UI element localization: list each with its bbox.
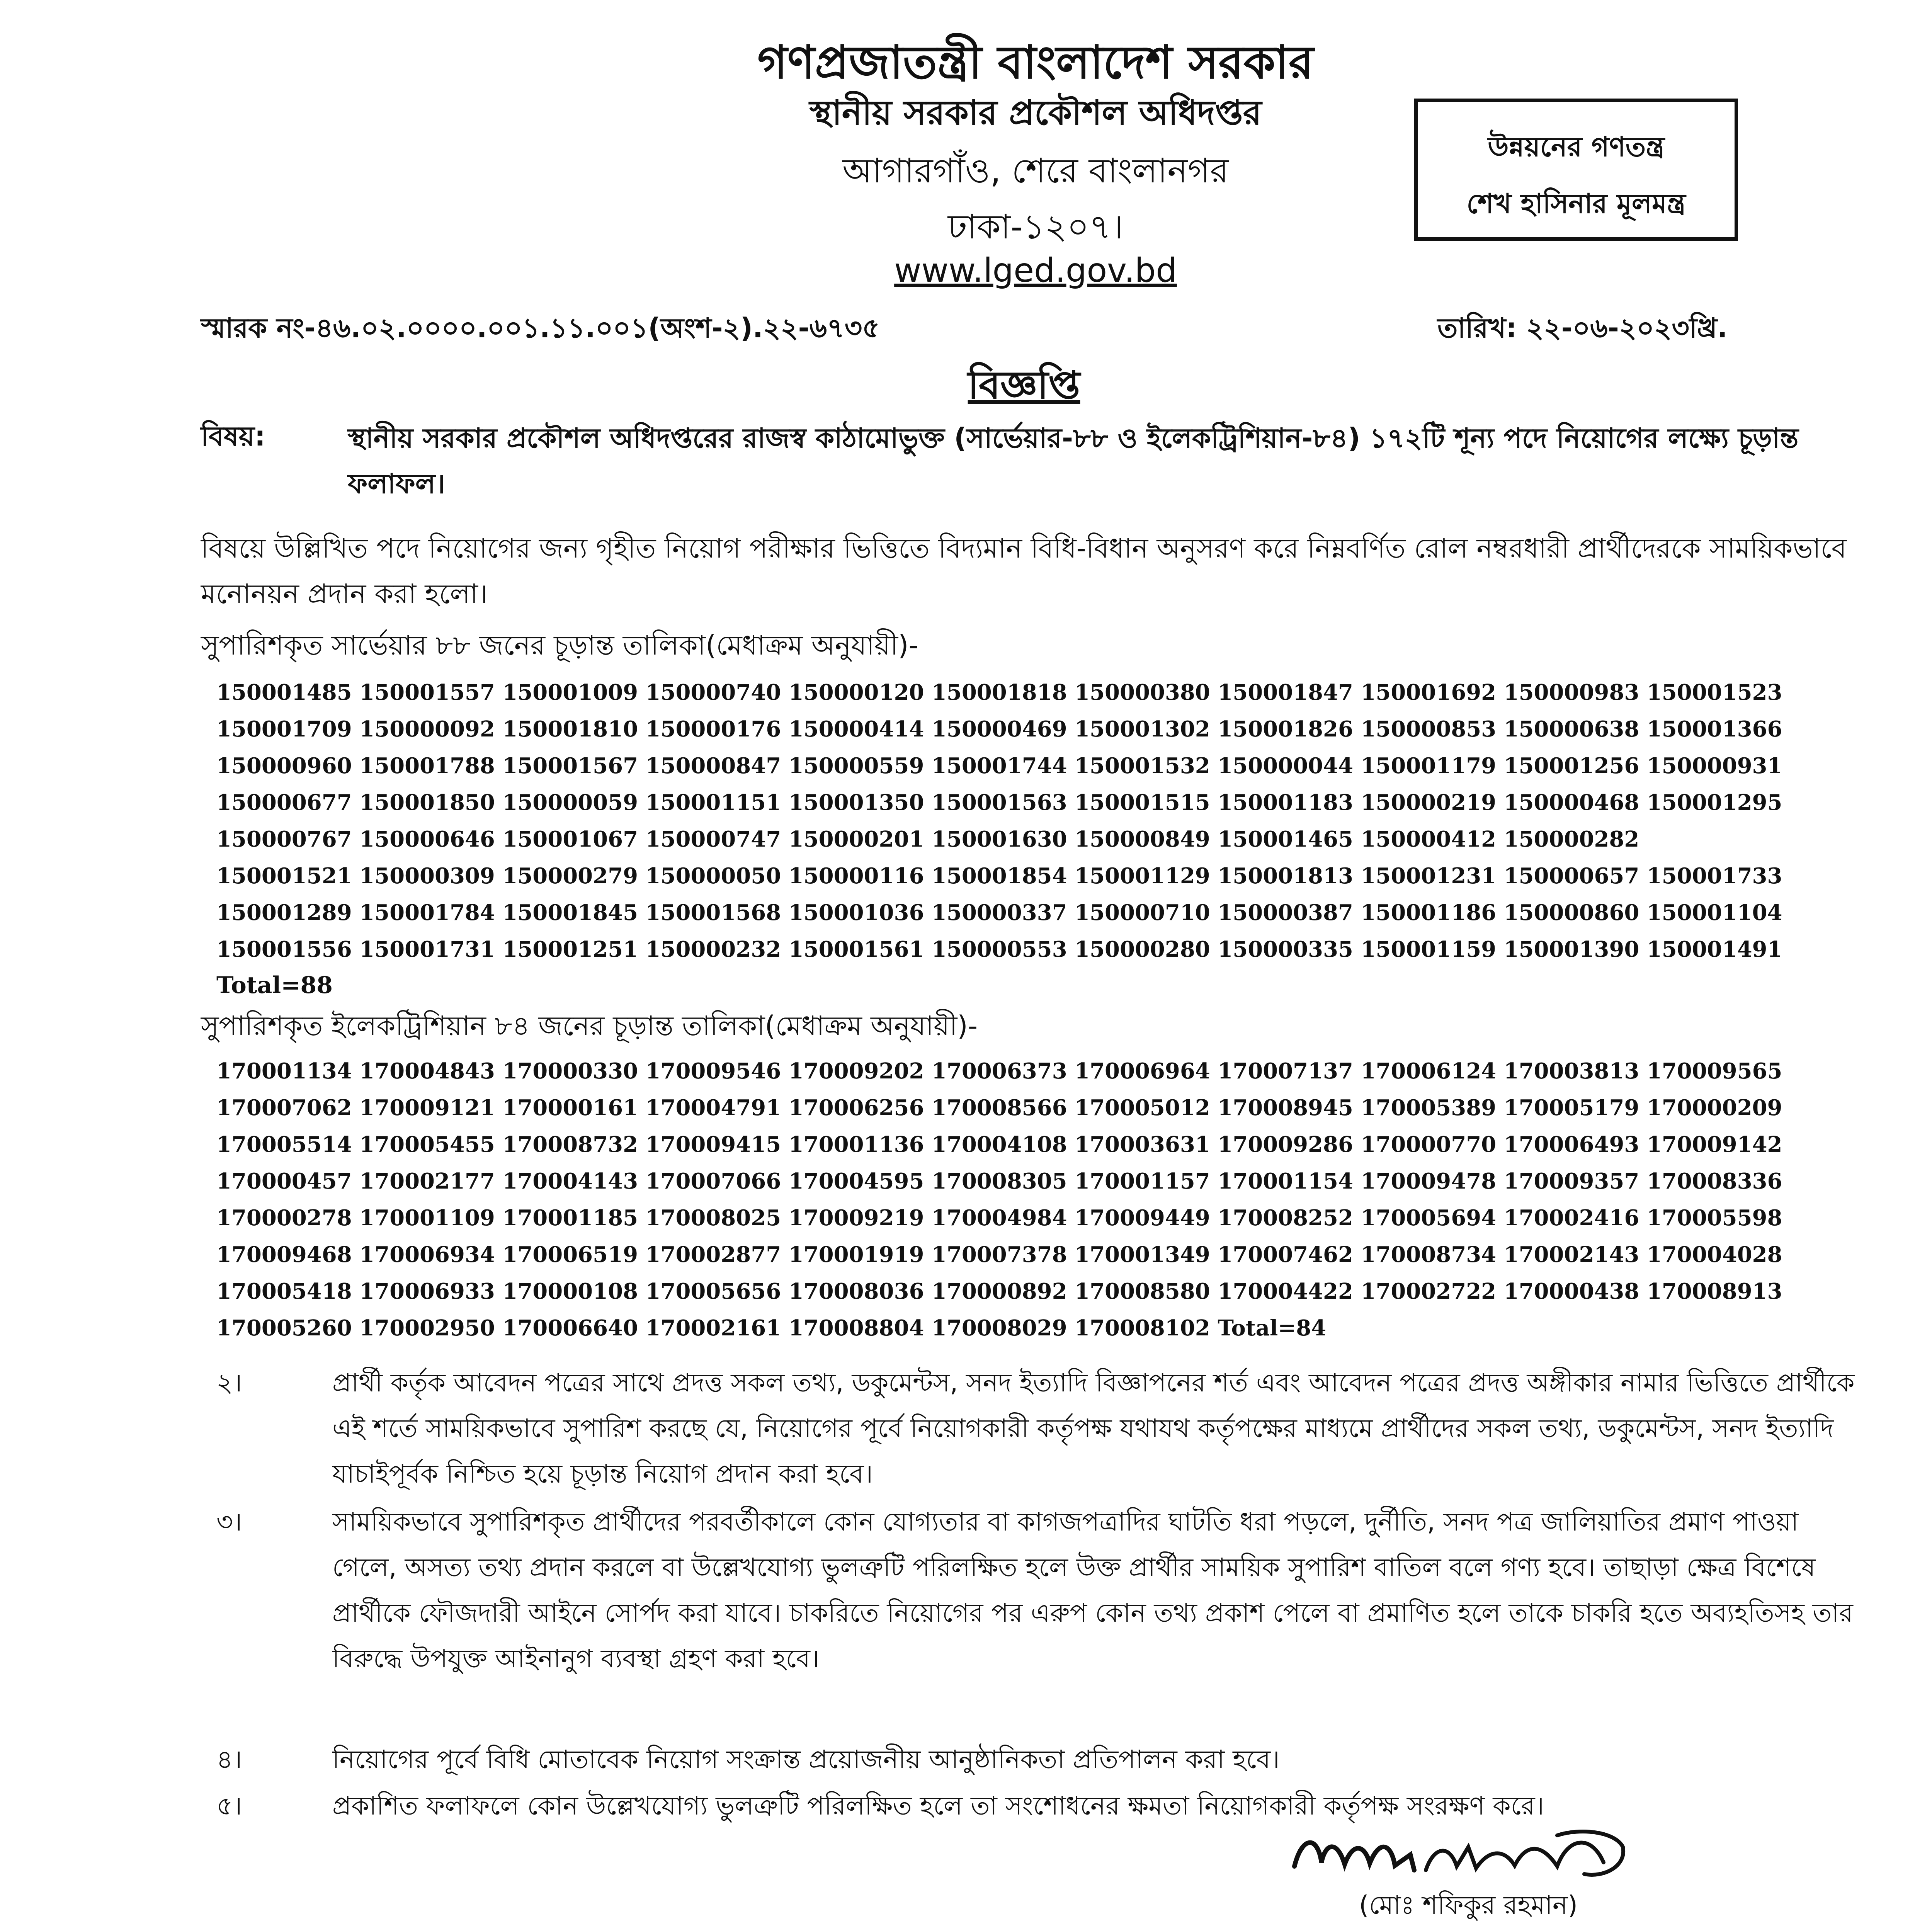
subject-label: বিষয়:	[201, 420, 265, 452]
signatory-name: (মোঃ শফিকুর রহমান)	[1359, 1890, 1578, 1920]
clause-2	[216, 1360, 1870, 1499]
roll-row: 170000278 170001109 170001185 170008025 170009219 170004984 170009449 170008252 170005694 170002416 170005598	[216, 1205, 1782, 1231]
office-address: আগারগাঁও, শেরে বাংলানগর	[842, 151, 1229, 190]
roll-row: 170007062 170009121 170000161 170004791 170006256 170008566 170005012 170008945 170005389 170005179 170000209	[216, 1095, 1782, 1121]
government-title: গণপ্রজাতন্ত্রী বাংলাদেশ সরকার	[757, 36, 1314, 89]
surveyor-list-heading: সুপারিশকৃত সার্ভেয়ার ৮৮ জনের চূড়ান্ত তালিকা(মেধাক্রম অনুযায়ী)-	[201, 629, 918, 661]
office-city: ঢাকা-১২০৭।	[947, 207, 1124, 247]
roll-row: 150000677 150001850 150000059 150001151 150001350 150001563 150001515 150001183 150000219 150000468 150001295	[216, 790, 1782, 815]
clause-text: প্রকাশিত ফলাফলে কোন উল্লেখযোগ্য ভুলত্রুটি পরিলক্ষিত হলে তা সংশোধনের ক্ষমতা নিয়োগকারী কর্তৃপক্ষ সংরক্ষণ করে।	[332, 1791, 1544, 1821]
surveyor-roll-list	[216, 674, 1870, 968]
memo-date: তারিখ: ২২-০৬-২০২৩খ্রি.	[1437, 312, 1728, 344]
roll-row: 150001485 150001557 150001009 150000740 150000120 150001818 150000380 150001847 150001692 150000983 150001523	[216, 680, 1782, 705]
roll-row: 150000767 150000646 150001067 150000747 150000201 150001630 150000849 150001465 150000412 150000282	[216, 827, 1639, 852]
roll-row: 170005418 170006933 170000108 170005656 170008036 170000892 170008580 170004422 170002722 170000438 170008913	[216, 1279, 1782, 1304]
subject-text: স্থানীয় সরকার প্রকৌশল অধিদপ্তরের রাজস্ব কাঠামোভুক্ত (সার্ভেয়ার-৮৮ ও ইলেকট্রিশিয়ান-৮৪) ১৭২টি শূন্য পদে নিয়োগের লক্ষ্যে চূড়ান্ত ফলাফল।	[348, 422, 1799, 500]
roll-row: 150001556 150001731 150001251 150000232 150001561 150000553 150000280 150000335 150001159 150001390 150001491	[216, 937, 1782, 962]
clause-number: ২।	[216, 1368, 242, 1398]
electrician-list-heading: সুপারিশকৃত ইলেকট্রিশিয়ান ৮৪ জনের চূড়ান্ত তালিকা(মেধাক্রম অনুযায়ী)-	[201, 1010, 978, 1042]
clause-number: ৪।	[216, 1745, 242, 1774]
slogan-line-2: শেখ হাসিনার মূলমন্ত্র	[1466, 188, 1686, 219]
notice-title: বিজ্ঞপ্তি	[968, 362, 1080, 408]
slogan-box	[1414, 99, 1738, 241]
clause-4	[216, 1737, 1870, 1783]
slogan-line-1: উন্নয়নের গণতন্ত্র	[1488, 131, 1665, 163]
clause-3	[216, 1499, 1870, 1731]
website-link[interactable]: www.lged.gov.bd	[894, 251, 1177, 290]
electrician-roll-list	[216, 1053, 1870, 1347]
roll-row: 170005514 170005455 170008732 170009415 170001136 170004108 170003631 170009286 170000770 170006493 170009142	[216, 1132, 1782, 1157]
clause-text: সাময়িকভাবে সুপারিশকৃত প্রার্থীদের পরবর্তীকালে কোন যোগ্যতার বা কাগজপত্রাদির ঘাটতি ধরা পড়লে, দুর্নীতি, সনদ পত্র জালিয়াতির প্রমাণ পাওয়া গেলে, অসত্য তথ্য প্রদান করলে বা উল্লেখযোগ্য ভুলত্রুটি পরিলক্ষিত হলে উক্ত প্রার্থীর সাময়িক সুপারিশ বাতিল বলে গণ্য হবে। তাছাড়া ক্ষেত্র বিশেষে প্রার্থীকে ফৌজদারী আইনে সোর্পদ করা যাবে। চাকরিতে নিয়োগের পর এরুপ কোন তথ্য প্রকাশ পেলে বা প্রমাণিত হলে তাকে চাকরি হতে অব্যহতিসহ তার বিরুদ্ধে উপযুক্ত আইনানুগ ব্যবস্থা গ্রহণ করা হবে।	[332, 1507, 1853, 1673]
memo-number: স্মারক নং-৪৬.০২.০০০০.০০১.১১.০০১(অংশ-২).২২-৬৭৩৫	[201, 312, 880, 344]
roll-row: 170009468 170006934 170006519 170002877 170001919 170007378 170001349 170007462 170008734 170002143 170004028	[216, 1242, 1782, 1267]
roll-row: 170001134 170004843 170000330 170009546 170009202 170006373 170006964 170007137 170006124 170003813 170009565	[216, 1058, 1782, 1084]
roll-row: 170000457 170002177 170004143 170007066 170004595 170008305 170001157 170001154 170009478 170009357 170008336	[216, 1168, 1782, 1194]
roll-row: 170005260 170002950 170006640 170002161 170008804 170008029 170008102 Total=84	[216, 1315, 1327, 1341]
department-name: স্থানীয় সরকার প্রকৌশল অধিদপ্তর	[809, 93, 1262, 133]
roll-row: 150001709 150000092 150001810 150000176 150000414 150000469 150001302 150001826 150000853 150000638 150001366	[216, 716, 1782, 742]
intro-paragraph: বিষয়ে উল্লিখিত পদে নিয়োগের জন্য গৃহীত নিয়োগ পরীক্ষার ভিত্তিতে বিদ্যমান বিধি-বিধান অনুসরণ করে নিম্নবর্ণিত রোল নম্বরধারী প্রার্থীদেরকে সাময়িকভাবে মনোনয়ন প্রদান করা হলো।	[201, 532, 1847, 610]
clause-text: প্রার্থী কর্তৃক আবেদন পত্রের সাথে প্রদত্ত সকল তথ্য, ডকুমেন্টস, সনদ ইত্যাদি বিজ্ঞাপনের শর্ত এবং আবেদন পত্রের প্রদত্ত অঙ্গীকার নামার ভিত্তিতে প্রার্থীকে এই শর্তে সাময়িকভাবে সুপারিশ করছে যে, নিয়োগের পূর্বে নিয়োগকারী কর্তৃপক্ষ যথাযথ কর্তৃপক্ষের মাধ্যমে প্রার্থীদের সকল তথ্য, ডকুমেন্টস, সনদ ইত্যাদি যাচাইপূর্বক নিশ্চিত হয়ে চূড়ান্ত নিয়োগ প্রদান করা হবে।	[332, 1368, 1855, 1489]
clause-number: ৩।	[216, 1507, 242, 1537]
roll-row: 150000960 150001788 150001567 150000847 150000559 150001744 150001532 150000044 150001179 150001256 150000931	[216, 753, 1782, 779]
roll-row: 150001289 150001784 150001845 150001568 150001036 150000337 150000710 150000387 150001186 150000860 150001104	[216, 900, 1782, 925]
roll-row: 150001521 150000309 150000279 150000050 150000116 150001854 150001129 150001813 150001231 150000657 150001733	[216, 863, 1782, 889]
surveyor-total: Total=88	[216, 972, 333, 999]
clause-text: নিয়োগের পূর্বে বিধি মোতাবেক নিয়োগ সংক্রান্ত প্রয়োজনীয় আনুষ্ঠানিকতা প্রতিপালন করা হবে।	[332, 1745, 1280, 1774]
clause-number: ৫।	[216, 1791, 242, 1821]
